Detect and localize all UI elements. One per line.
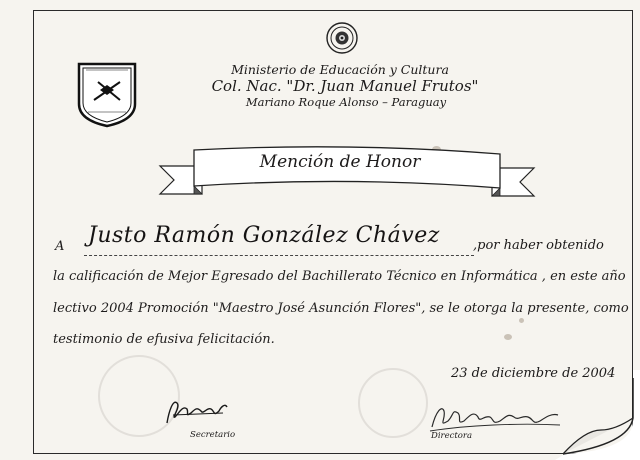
national-seal-icon xyxy=(326,22,358,54)
body-text-line-1: la calificación de Mejor Egresado del Bachillerato Técnico en Informática , en este año xyxy=(53,269,626,284)
ministry-name: Ministerio de Educación y Cultura xyxy=(231,62,449,77)
recipient-underline xyxy=(84,255,474,256)
school-crest-logo xyxy=(76,60,138,128)
stain-spot xyxy=(504,334,512,340)
body-text-line-2: lectivo 2004 Promoción "Maestro José Asunción Flores", se le otorga la presente, como xyxy=(53,301,629,316)
recipient-line-tail: ,por haber obtenido xyxy=(473,238,604,253)
recipient-name: Justo Ramón González Chávez xyxy=(88,223,440,248)
college-name: Col. Nac. "Dr. Juan Manuel Frutos" xyxy=(211,77,479,95)
secretary-signature xyxy=(163,393,229,427)
faint-stamp-right xyxy=(358,368,428,438)
college-location: Mariano Roque Alonso – Paraguay xyxy=(245,95,447,109)
recipient-prefix: A xyxy=(55,239,65,254)
certificate-title: Mención de Honor xyxy=(259,152,421,172)
body-text-line-3: testimonio de efusiva felicitación. xyxy=(53,332,275,347)
institution-header xyxy=(200,62,480,110)
issue-date: 23 de diciembre de 2004 xyxy=(451,366,616,381)
curled-page-corner xyxy=(555,370,640,460)
stain-spot xyxy=(519,318,524,323)
secretary-role-label: Secretario xyxy=(190,430,236,440)
director-role-label: Directora xyxy=(431,431,473,441)
director-signature xyxy=(428,401,562,433)
